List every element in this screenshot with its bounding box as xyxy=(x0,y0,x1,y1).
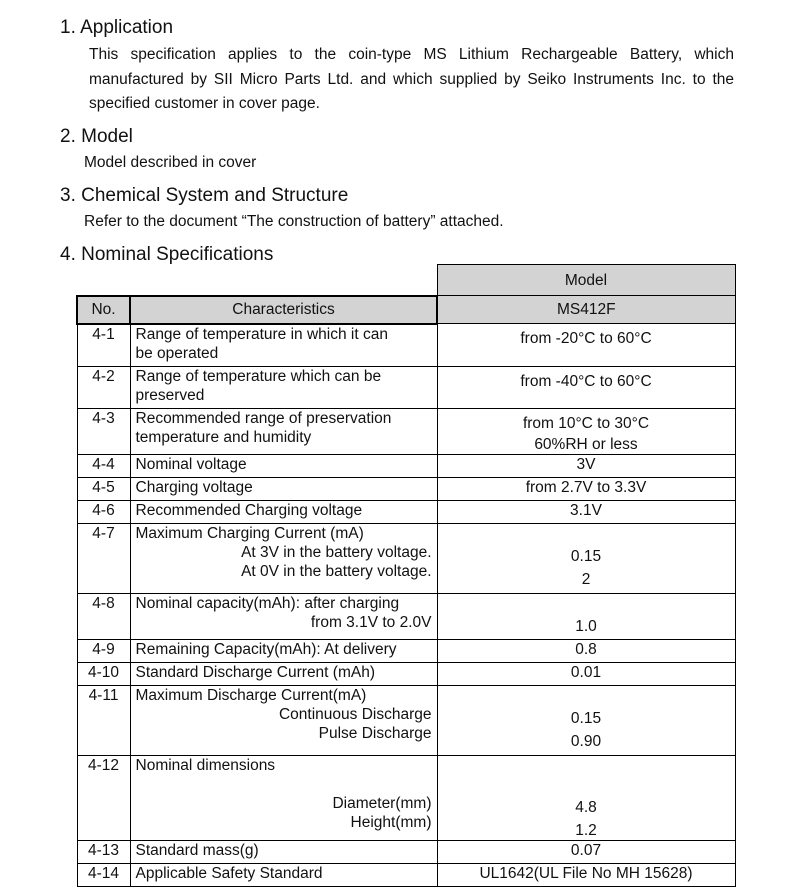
characteristic-line: Applicable Safety Standard xyxy=(135,865,323,882)
characteristic-line: Maximum Charging Current (mA) xyxy=(135,525,364,542)
characteristic-line xyxy=(136,775,432,794)
characteristic-line: Standard mass(g) xyxy=(135,842,259,859)
value-line: 0.07 xyxy=(570,842,602,859)
value-line: 60%RH or less xyxy=(534,436,638,453)
spec-number: 4-12 xyxy=(77,756,130,841)
spec-value xyxy=(437,524,735,594)
characteristic-line: Range of temperature which can be xyxy=(135,368,382,385)
section-3-text: Refer to the document “The construction of battery” attached. xyxy=(84,213,504,230)
spec-value xyxy=(437,501,735,524)
characteristic-line: preserved xyxy=(135,387,205,404)
col-no-header: No. xyxy=(77,296,130,324)
value-line xyxy=(443,756,730,775)
col-characteristics-header: Characteristics xyxy=(130,296,437,324)
spec-characteristic xyxy=(130,478,437,501)
spec-value xyxy=(437,686,735,756)
spec-value xyxy=(437,367,735,409)
header-blank-cell xyxy=(77,265,437,296)
spec-number: 4-5 xyxy=(77,478,130,501)
value-line: from -40°C to 60°C xyxy=(520,373,652,390)
spec-characteristic xyxy=(130,524,437,594)
spec-number: 4-10 xyxy=(77,663,130,686)
characteristic-line: Nominal capacity(mAh): after charging xyxy=(135,595,400,612)
spec-characteristic xyxy=(130,455,437,478)
spec-number: 4-3 xyxy=(77,409,130,455)
characteristic-line: Maximum Discharge Current(mA) xyxy=(135,687,367,704)
spec-value xyxy=(437,324,735,367)
value-line xyxy=(443,594,730,613)
spec-row xyxy=(77,367,735,409)
value-line: from 10°C to 30°C xyxy=(522,415,650,432)
value-line: 0.15 xyxy=(570,710,602,727)
spec-characteristic xyxy=(130,686,437,756)
spec-characteristic xyxy=(130,841,437,864)
value-line: 0.90 xyxy=(570,733,602,750)
model-header-row xyxy=(77,265,735,296)
value-line: 3V xyxy=(576,456,596,473)
characteristic-line: Nominal voltage xyxy=(135,456,247,473)
value-line: 0.15 xyxy=(570,548,602,565)
characteristic-line: Range of temperature in which it can xyxy=(135,325,388,343)
spec-row xyxy=(77,686,735,756)
spec-value xyxy=(437,841,735,864)
value-line: UL1642(UL File No MH 15628) xyxy=(479,865,693,882)
spec-row xyxy=(77,864,735,887)
spec-characteristic xyxy=(130,756,437,841)
spec-value xyxy=(437,864,735,887)
section-4-title: 4. Nominal Specifications xyxy=(60,244,274,265)
spec-characteristic xyxy=(130,367,437,409)
section-2-title: 2. Model xyxy=(60,126,133,147)
spec-value xyxy=(437,455,735,478)
characteristic-line: Nominal dimensions xyxy=(135,757,276,774)
spec-number: 4-14 xyxy=(77,864,130,887)
model-name-header: MS412F xyxy=(437,296,735,324)
spec-characteristic xyxy=(130,324,437,367)
spec-number: 4-7 xyxy=(77,524,130,594)
column-header-row xyxy=(77,296,735,324)
spec-row xyxy=(77,324,735,367)
value-line: 1.2 xyxy=(575,822,597,839)
spec-value xyxy=(437,640,735,663)
spec-number: 4-9 xyxy=(77,640,130,663)
spec-characteristic xyxy=(130,663,437,686)
value-line: from 2.7V to 3.3V xyxy=(525,479,647,496)
spec-row xyxy=(77,756,735,841)
spec-row xyxy=(77,478,735,501)
characteristic-line: Pulse Discharge xyxy=(318,725,432,742)
characteristic-line: Charging voltage xyxy=(135,479,253,496)
characteristic-line: be operated xyxy=(135,344,219,362)
characteristic-line: Remaining Capacity(mAh): At delivery xyxy=(135,641,397,658)
value-line: 4.8 xyxy=(575,799,597,816)
spec-row xyxy=(77,409,735,455)
value-line: 3.1V xyxy=(570,502,602,519)
value-line xyxy=(443,775,730,794)
spec-row xyxy=(77,501,735,524)
characteristic-line: Height(mm) xyxy=(350,814,432,831)
value-line xyxy=(443,524,730,543)
characteristic-line: Continuous Discharge xyxy=(278,706,432,723)
value-line: 2 xyxy=(581,571,591,588)
spec-characteristic xyxy=(130,501,437,524)
spec-number: 4-4 xyxy=(77,455,130,478)
section-3-title: 3. Chemical System and Structure xyxy=(60,185,349,206)
value-line xyxy=(443,686,730,705)
spec-characteristic xyxy=(130,640,437,663)
spec-value xyxy=(437,756,735,841)
spec-row xyxy=(77,455,735,478)
characteristic-line: At 3V in the battery voltage. xyxy=(241,544,432,561)
spec-row xyxy=(77,524,735,594)
spec-row xyxy=(77,594,735,640)
value-line: 0.8 xyxy=(575,641,597,658)
spec-number: 4-8 xyxy=(77,594,130,640)
spec-characteristic xyxy=(130,594,437,640)
value-line: 1.0 xyxy=(575,618,597,635)
model-header: Model xyxy=(437,265,735,296)
characteristic-line: Standard Discharge Current (mAh) xyxy=(135,664,375,681)
value-line: from -20°C to 60°C xyxy=(520,330,652,347)
spec-number: 4-13 xyxy=(77,841,130,864)
spec-value xyxy=(437,663,735,686)
characteristic-line: Diameter(mm) xyxy=(332,795,432,812)
spec-number: 4-1 xyxy=(77,324,130,367)
spec-number: 4-11 xyxy=(77,686,130,756)
value-line: 0.01 xyxy=(570,664,602,681)
spec-number: 4-6 xyxy=(77,501,130,524)
spec-value xyxy=(437,594,735,640)
spec-value xyxy=(437,409,735,455)
spec-characteristic xyxy=(130,864,437,887)
spec-row xyxy=(77,841,735,864)
spec-table xyxy=(76,264,736,887)
spec-row xyxy=(77,640,735,663)
spec-value xyxy=(437,478,735,501)
section-1-text: This specification applies to the coin-type MS Lithium Rechargeable Battery, which manufactured by SII Micro Parts Ltd. and which supplied by Seiko Instruments Inc. to the specified customer in cover page. xyxy=(89,46,734,112)
characteristic-line: Recommended range of preservation xyxy=(135,410,392,427)
characteristic-line: temperature and humidity xyxy=(135,429,312,446)
section-1-title: 1. Application xyxy=(60,17,174,38)
characteristic-line: Recommended Charging voltage xyxy=(135,502,363,519)
spec-row xyxy=(77,663,735,686)
section-2-text: Model described in cover xyxy=(84,154,257,171)
spec-characteristic xyxy=(130,409,437,455)
spec-number: 4-2 xyxy=(77,367,130,409)
characteristic-line: from 3.1V to 2.0V xyxy=(310,614,432,631)
characteristic-line: At 0V in the battery voltage. xyxy=(241,563,432,580)
